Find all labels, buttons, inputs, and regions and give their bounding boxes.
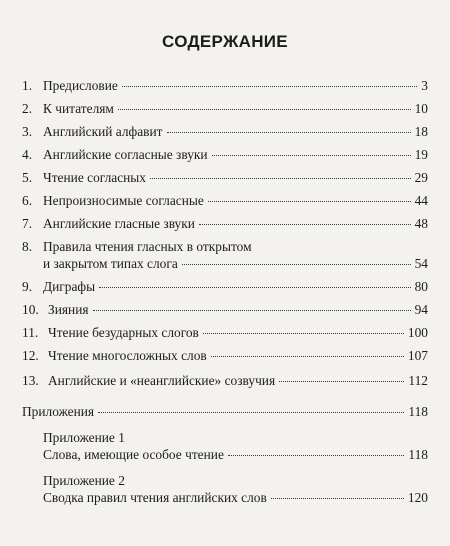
toc-entry-11[interactable] xyxy=(22,325,428,341)
toc-entry-number: 13. xyxy=(22,373,39,388)
toc-entry-title: Слова, имеющие особое чтение xyxy=(43,447,224,462)
dot-leader xyxy=(98,412,404,413)
dot-leader xyxy=(199,224,411,225)
toc-entry-number: 7. xyxy=(22,216,33,231)
toc-entry-title: Зияния xyxy=(48,302,89,317)
toc-entry-title: Английский алфавит xyxy=(43,124,163,139)
toc-entry-page: 48 xyxy=(414,216,428,231)
dot-leader xyxy=(279,381,404,382)
toc-entry-number: 11. xyxy=(22,325,39,340)
dot-leader xyxy=(118,109,411,110)
toc-entry-page: 18 xyxy=(414,124,428,139)
toc-entry-7[interactable] xyxy=(22,216,428,232)
toc-entry-10[interactable] xyxy=(22,302,428,318)
toc-entry-page: 54 xyxy=(414,256,428,271)
toc-entry-3[interactable] xyxy=(22,124,428,140)
dot-leader xyxy=(211,356,404,357)
toc-entry-title: Чтение безударных слогов xyxy=(48,325,199,340)
toc-entry-number: 10. xyxy=(22,302,39,317)
toc-entry-appendices[interactable] xyxy=(22,404,428,420)
toc-entry-title: Английские и «неанглийские» созвучия xyxy=(48,373,276,388)
toc-entry-12[interactable] xyxy=(22,348,428,364)
toc-entry-title: Непроизносимые согласные xyxy=(43,193,204,208)
toc-entry-title: Английские согласные звуки xyxy=(43,147,208,162)
toc-entry-title: Английские гласные звуки xyxy=(43,216,195,231)
toc-entry-number: 12. xyxy=(22,348,39,363)
toc-entry-page: 100 xyxy=(407,325,428,340)
toc-entry-number: 8. xyxy=(22,239,33,254)
toc-entry-number: 9. xyxy=(22,279,33,294)
dot-leader xyxy=(150,178,411,179)
toc-entry-page: 118 xyxy=(408,404,428,419)
toc-entry-page: 29 xyxy=(414,170,428,185)
toc-entry-page: 10 xyxy=(414,101,428,116)
dot-leader xyxy=(203,333,404,334)
toc-entry-8[interactable] xyxy=(43,256,428,272)
toc-entry-8-line1[interactable] xyxy=(22,239,252,255)
page-title: СОДЕРЖАНИЕ xyxy=(162,32,288,51)
dot-leader xyxy=(271,498,404,499)
toc-entry-title: Сводка правил чтения английских слов xyxy=(43,490,267,505)
toc-entry-page: 120 xyxy=(407,490,428,505)
toc-entry-page: 3 xyxy=(421,78,428,93)
toc-entry-5[interactable] xyxy=(22,170,428,186)
toc-entry-appendix-2[interactable] xyxy=(43,490,428,506)
toc-entry-page: 44 xyxy=(414,193,428,208)
toc-entry-title: Предисловие xyxy=(43,78,118,93)
appendices-label: Приложения xyxy=(22,404,95,419)
appendix-2-label: Приложение 2 xyxy=(43,473,125,488)
toc-entry-1[interactable] xyxy=(22,78,428,94)
toc-entry-4[interactable] xyxy=(22,147,428,163)
toc-entry-title: Чтение многосложных слов xyxy=(48,348,207,363)
toc-entry-page: 118 xyxy=(408,447,428,462)
toc-entry-page: 94 xyxy=(414,302,428,317)
appendix-1-label: Приложение 1 xyxy=(43,430,125,445)
toc-entry-title: Правила чтения гласных в открытом xyxy=(43,239,252,254)
toc-entry-number: 4. xyxy=(22,147,33,162)
toc-entry-2[interactable] xyxy=(22,101,428,117)
toc-entry-13[interactable] xyxy=(22,373,428,389)
toc-entry-title-cont: и закрытом типах слога xyxy=(43,256,178,271)
toc-entry-9[interactable] xyxy=(22,279,428,295)
dot-leader xyxy=(167,132,411,133)
toc-entry-number: 1. xyxy=(22,78,33,93)
toc-entry-appendix-1[interactable] xyxy=(43,447,428,463)
toc-entry-number: 2. xyxy=(22,101,33,116)
toc-entry-page: 112 xyxy=(408,373,428,388)
toc-entry-title: К читателям xyxy=(43,101,114,116)
toc-entry-page: 80 xyxy=(414,279,428,294)
dot-leader xyxy=(208,201,411,202)
dot-leader xyxy=(182,264,411,265)
toc-entry-number: 5. xyxy=(22,170,33,185)
toc-entry-page: 19 xyxy=(414,147,428,162)
dot-leader xyxy=(93,310,411,311)
dot-leader xyxy=(99,287,411,288)
toc-entry-6[interactable] xyxy=(22,193,428,209)
dot-leader xyxy=(122,86,417,87)
toc-entry-number: 6. xyxy=(22,193,33,208)
toc-entry-number: 3. xyxy=(22,124,33,139)
toc-entry-page: 107 xyxy=(407,348,428,363)
toc-entry-title: Диграфы xyxy=(43,279,96,294)
dot-leader xyxy=(228,455,405,456)
dot-leader xyxy=(212,155,411,156)
toc-entry-title: Чтение согласных xyxy=(43,170,146,185)
